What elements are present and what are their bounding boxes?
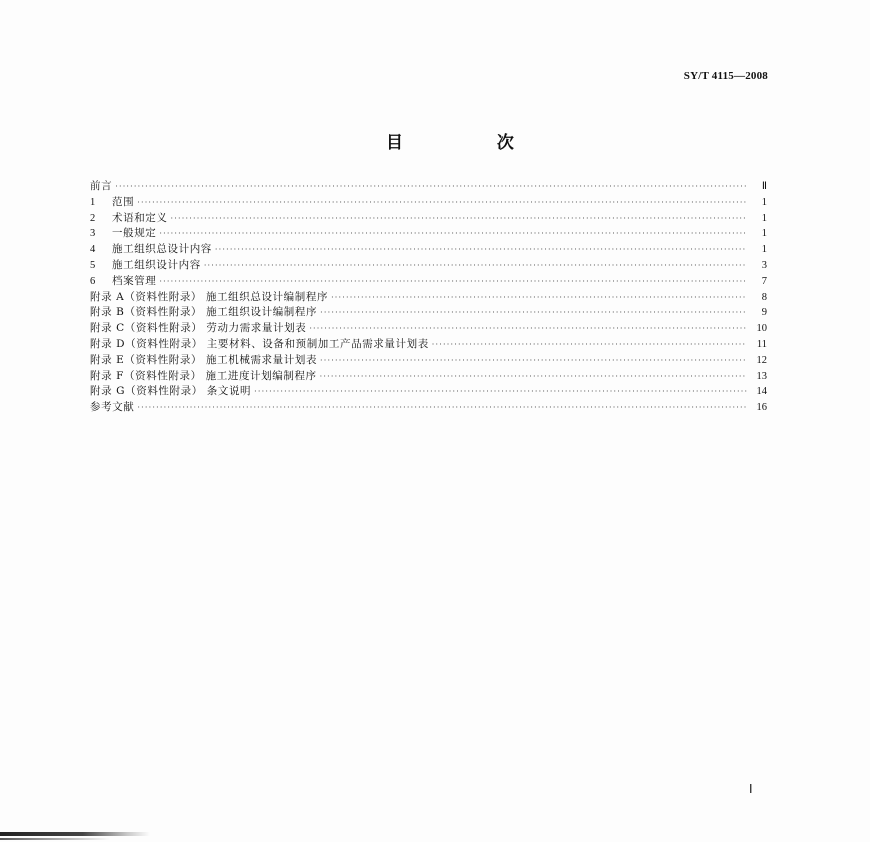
dot-leader [432, 337, 747, 353]
toc-entry-page: 7 [761, 275, 767, 287]
toc-entry[interactable] [90, 274, 767, 290]
dot-leader [159, 226, 747, 242]
toc-entry[interactable] [90, 337, 767, 353]
toc-entry-title: 附录 B（资料性附录） 施工组织设计编制程序 [90, 306, 318, 319]
dot-leader [309, 321, 747, 337]
dot-leader [254, 384, 747, 400]
dot-leader [204, 258, 747, 274]
dot-leader [137, 400, 747, 416]
page-number: Ⅰ [749, 782, 753, 796]
toc-entry-page: 14 [756, 386, 767, 398]
table-of-contents [90, 179, 767, 416]
toc-entry[interactable] [90, 305, 767, 321]
toc-entry[interactable] [90, 258, 767, 274]
toc-entry-title: 附录 F（资料性附录） 施工进度计划编制程序 [90, 369, 317, 382]
toc-entry-number: 3 [90, 228, 96, 240]
toc-entry-title: 参考文献 [90, 401, 135, 414]
toc-entry-page: 13 [756, 370, 767, 382]
dot-leader [171, 211, 748, 227]
toc-entry-page: 10 [756, 323, 767, 335]
toc-entry-number: 2 [90, 212, 96, 224]
toc-entry[interactable] [90, 400, 767, 416]
toc-entry-number: 5 [90, 259, 96, 271]
toc-entry[interactable] [90, 242, 767, 258]
toc-entry-number: 1 [90, 196, 96, 208]
toc-entry-page: 16 [756, 402, 767, 414]
toc-entry-page: 9 [761, 307, 767, 319]
toc-entry-title: 一般规定 [112, 227, 157, 240]
toc-entry[interactable] [90, 211, 767, 227]
toc-entry[interactable] [90, 321, 767, 337]
toc-entry[interactable] [90, 226, 767, 242]
toc-entry-title: 附录 E（资料性附录） 施工机械需求量计划表 [90, 353, 318, 366]
toc-entry-title: 附录 G（资料性附录） 条文说明 [90, 385, 252, 398]
toc-entry-page: 12 [756, 354, 767, 366]
toc-entry-title: 附录 D（资料性附录） 主要材料、设备和预制加工产品需求量计划表 [90, 337, 429, 350]
toc-entry-title: 档案管理 [112, 274, 157, 287]
toc-entry[interactable] [90, 179, 767, 195]
standard-code: SY/T 4115—2008 [683, 70, 768, 82]
toc-entry-title: 附录 A（资料性附录） 施工组织总设计编制程序 [90, 290, 329, 303]
toc-entry[interactable] [90, 369, 767, 385]
dot-leader [320, 369, 747, 385]
scan-artifact [0, 838, 110, 840]
toc-entry-page: 1 [761, 196, 767, 208]
dot-leader [331, 290, 747, 306]
toc-entry[interactable] [90, 290, 767, 306]
toc-entry-title: 施工组织设计内容 [112, 258, 201, 271]
toc-entry-page: 8 [761, 291, 767, 303]
toc-entry-title: 术语和定义 [112, 211, 168, 224]
toc-entry-page: 1 [761, 244, 767, 256]
dot-leader [320, 305, 747, 321]
scan-artifact [0, 832, 150, 836]
page-title: 目 次 [386, 133, 558, 153]
toc-entry-title: 附录 C（资料性附录） 劳动力需求量计划表 [90, 322, 307, 335]
toc-entry-page: 3 [761, 259, 767, 271]
dot-leader [159, 274, 747, 290]
toc-entry[interactable] [90, 353, 767, 369]
dot-leader [115, 179, 747, 195]
toc-entry[interactable] [90, 384, 767, 400]
toc-entry-number: 4 [90, 244, 96, 256]
toc-entry-title: 施工组织总设计内容 [112, 243, 212, 256]
toc-entry-page: Ⅱ [761, 181, 767, 192]
dot-leader [320, 353, 747, 369]
toc-entry-title: 前言 [90, 180, 113, 192]
toc-entry[interactable] [90, 195, 767, 211]
dot-leader [215, 242, 747, 258]
toc-entry-title: 范围 [112, 195, 135, 208]
toc-entry-page: 1 [761, 228, 767, 240]
toc-entry-page: 11 [756, 338, 767, 350]
dot-leader [137, 195, 747, 211]
toc-entry-number: 6 [90, 275, 96, 287]
toc-entry-page: 1 [761, 212, 767, 224]
